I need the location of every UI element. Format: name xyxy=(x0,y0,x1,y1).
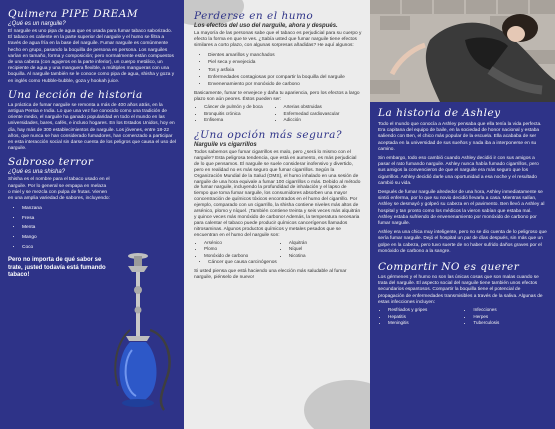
safer-subtitle: Narguile vs cigarrillos xyxy=(194,141,257,148)
list-item: • Fresa xyxy=(22,214,176,224)
list-item: • Envenenamiento por monóxido de carbono xyxy=(208,81,362,89)
chemicals-columns xyxy=(194,239,362,261)
list-item: • Enfermedades contagiosas por compartir la boquilla del narguile xyxy=(208,75,362,81)
list-item: • Manzana xyxy=(22,204,176,214)
ashley-story-3: Después de fumar narguile alrededor de una hora, Ashley inmediatamente se sintió enferma, por lo que su novio decidió llevarla a casa. Mientras salían, Ashley se desmayó y golpeó su cabeza en el pavimento. Ben llevó a Ashley al hospital y tan pronto como los médicos la vieron sabían que estaba mal. Ashley estaba sufriendo de envenenamiento por monóxido de carbono por fumar narguile. xyxy=(378,190,545,227)
pipe-dream-title: Quimera PIPE DREAM xyxy=(8,8,139,20)
list-item: • Menta xyxy=(22,223,176,233)
safer-text: Todos sabemos que fumar cigarrillos es malo, pero ¿será lo mismo con el narguile? Esta peligrosa tendencia, que está en aumento, es más perjudicial de lo que pensamos. El narguile se suele considerar inofensivo y divertido, pero en realidad no es más seguro que fumar cigarrillos. Según la Organización Mundial de la Salud (OMS), el humo inhalado en una sesión de narguile de una hora equivale a fumar 100 cigarrillos o más. Debido al método de fumar narguile, incluyendo la profundidad de inhalación y el lapso de tiempo que toma fumar narguile, los consumidores absorben una mayor concentración de químicos tóxicos encontrados en el humo del cigarrillo. Por ejemplo, comparado con un cigarrillo, la shisha contiene niveles más altos de arsénico, plomo y níquel. ¡También contiene treinta y seis veces más alquitrán y quince veces más monóxido de carbono! Además, la temperatura necesaria para calentar el tabaco puede producir químicos cancerígenos llamados nitrosaminas. Algunos productos químicos y metales pesados que se encuentran en el humo del narguile son: xyxy=(194,149,361,238)
history-title: Una lección de historia xyxy=(8,88,143,101)
share-title: Compartir NO es querer xyxy=(378,261,520,274)
list-item: • Piel seca y envejecida xyxy=(208,59,362,67)
flavor-title: Sabroso terror xyxy=(8,156,94,169)
list-item: • Arsénico xyxy=(204,240,279,247)
list-item: • Tuberculosis xyxy=(473,320,547,327)
hookah-intro-text: El narguile es uno pipa de agua que es usada para fumar tabaco saborizado. El tabaco es caliente en la parte superior del narguile y el humo se filtra a través de agua fría en la base del narguile. Fumar narguile es comúnmente hecho en grupo, pasando la boquilla de persona en persona. Los narguiles varían en tamaño, forma y composición; pero normalmente están compuestos de una cabeza (con agujeros en la parte inferior), un cuerpo metálico, un recipiente de agua y una manguera flexible, a múltiples mangueras con una boquilla. Al narguile también se le conoce como pipa de agua, shisha y goza y en inglés como Hubble-bubble, goza y hookah juice. xyxy=(8,29,175,84)
flavor-callout: Pero no importa de qué sabor se trate, ¡usted todavía está fumando tabaco! xyxy=(8,257,106,279)
list-item: • Alquitrán xyxy=(289,240,362,247)
list-item: • Cáncer de pulmón y de boca xyxy=(204,104,274,111)
list-item: • Nicotina xyxy=(289,253,362,260)
panel-effects xyxy=(184,0,370,429)
list-item: • Infecciones xyxy=(473,307,547,314)
short-effects-list xyxy=(194,52,362,89)
effects-title: Perderse en el humo xyxy=(194,10,314,22)
list-item: • Cáncer que causa carcinógenos xyxy=(208,260,362,267)
share-text: Los gérmenes y el humo no son las únicas cosas que son malas cuando se trata del narguile. El aspecto social del narguile tiene también unos efectos secundarios espantosos. Compartir la boquilla tiene el potencial de propagación de enfermedades transmisibles a través de la saliva. Algunas de estas infecciones incluyen: xyxy=(378,275,543,305)
ashley-title: La historia de Ashley xyxy=(378,107,501,119)
ashley-photo xyxy=(370,0,555,102)
list-item: • Meningitis xyxy=(388,320,463,327)
long-effects-columns xyxy=(194,103,362,125)
ashley-story-2: Sin embargo, todo eso cambió cuando Ashley decidió ir con sus amigos a pasar el rato fumando narguile. Ashley nunca había fumado cigarrillos, pero sus amigos la convencieron de que el narguile era más seguro que los cigarrillos. Ashley decidió darle una oportunidad a esa noche y el resultado cambió su vida. xyxy=(378,156,539,186)
shisha-text: Shisha es el nombre para el tabaco usado en el narguile. Por lo general se empapa en melaza o miel y se mezcla con pulpa de frutas. Vienen en una amplia variedad de sabores, incluyendo: xyxy=(8,177,110,202)
shisha-question: ¿Qué es una shisha? xyxy=(8,169,66,176)
effects-closing: Si usted piensa que está haciendo una elección más saludable al fumar narguile, piénselo de nuevo! xyxy=(194,268,347,281)
list-item: • Enfisema xyxy=(204,117,274,124)
list-item: • Enfermedad cardiovascular xyxy=(284,111,362,118)
list-item: • Monóxido de carbono xyxy=(204,253,279,260)
list-item: • Tos y asfixia xyxy=(208,67,362,75)
long-effects-intro: Basicamente, fumar te envejece y daña tu apariencia, pero los efectos a largo plazo son aún peores. Éstos pueden ser: xyxy=(194,90,360,102)
flavor-list xyxy=(8,204,176,252)
list-item: • Mango xyxy=(22,233,176,243)
list-item: • Dientes amarillos y manchados xyxy=(208,52,362,60)
ashley-story-1: Todo el mundo que conocía a Ashley pensaba que ella tenía la vida perfecta. Era capitana del equipo de baile, en la sociedad de honor nacional y estaba saliendo con Ben, el chico más popular de la escuela. Ella acababa de ser aceptada en la universidad de sus sueños y nada iba a interponerse en su camino. xyxy=(378,122,542,152)
ashley-image xyxy=(370,0,555,102)
list-item: • Resfriados y gripes xyxy=(388,307,463,314)
list-item: • Arterias obstruidas xyxy=(284,104,362,111)
ashley-story-4: Ashley era una chica muy inteligente, pero no se dio cuenta de lo peligroso que sería fumar narguile. Dejó el hospital un par de días después, sin más que un golpe en la cabeza, pero tuvo suerte de no haber sufrido daños graves por el monóxido de carbono a la sangre. xyxy=(378,230,547,254)
list-item: • Herpes xyxy=(473,314,547,321)
panel-pipe-dream xyxy=(0,0,184,429)
history-text: La práctica de fumar narguile se remonta a más de 400 años atrás, en la antigua Persia e India. Lo que una vez fue conocido como una tradición de oriente medio, el narguile ha ganado popularidad en todo el mundo en las universidades, bares, cafés, e incluso hogares. En los Estados Unidos, hoy en día, hay más de 300 establecimientos de narguile. Los jóvenes, entre 18-22 años, que nunca se han considerado fumadores, han comenzado a participar en esta interacción social sin darse cuenta de los peligros que causa el uso del narguile. xyxy=(8,102,176,152)
infections-columns xyxy=(378,306,547,328)
chem-last-list xyxy=(194,260,362,267)
list-item: • Bronquitis crónica xyxy=(204,111,274,118)
effects-intro: La mayoría de las personas sabe que el tabaco es perjudicial para su cuerpo y efecto la forma en que te ves. ¿Sabía usted que fumar narguile tiene efectos similares a corto plazo, con algunas sorpresas añadidas? He aquí algunos: xyxy=(194,31,362,49)
hookah-illustration xyxy=(108,250,180,415)
list-item: • Coco xyxy=(22,243,176,253)
list-item: • Plomo xyxy=(204,246,279,253)
panel-ashley xyxy=(370,0,555,429)
safer-title: ¿Una opción más segura? xyxy=(194,128,342,141)
list-item: • Hepatitis xyxy=(388,314,463,321)
effects-subtitle: Los efectos del uso del narguile, ahora y después. xyxy=(194,23,338,29)
list-item: • Níquel xyxy=(289,246,362,253)
list-item: • Adicción xyxy=(284,117,362,124)
hookah-question: ¿Qué es un narguile? xyxy=(8,21,66,27)
